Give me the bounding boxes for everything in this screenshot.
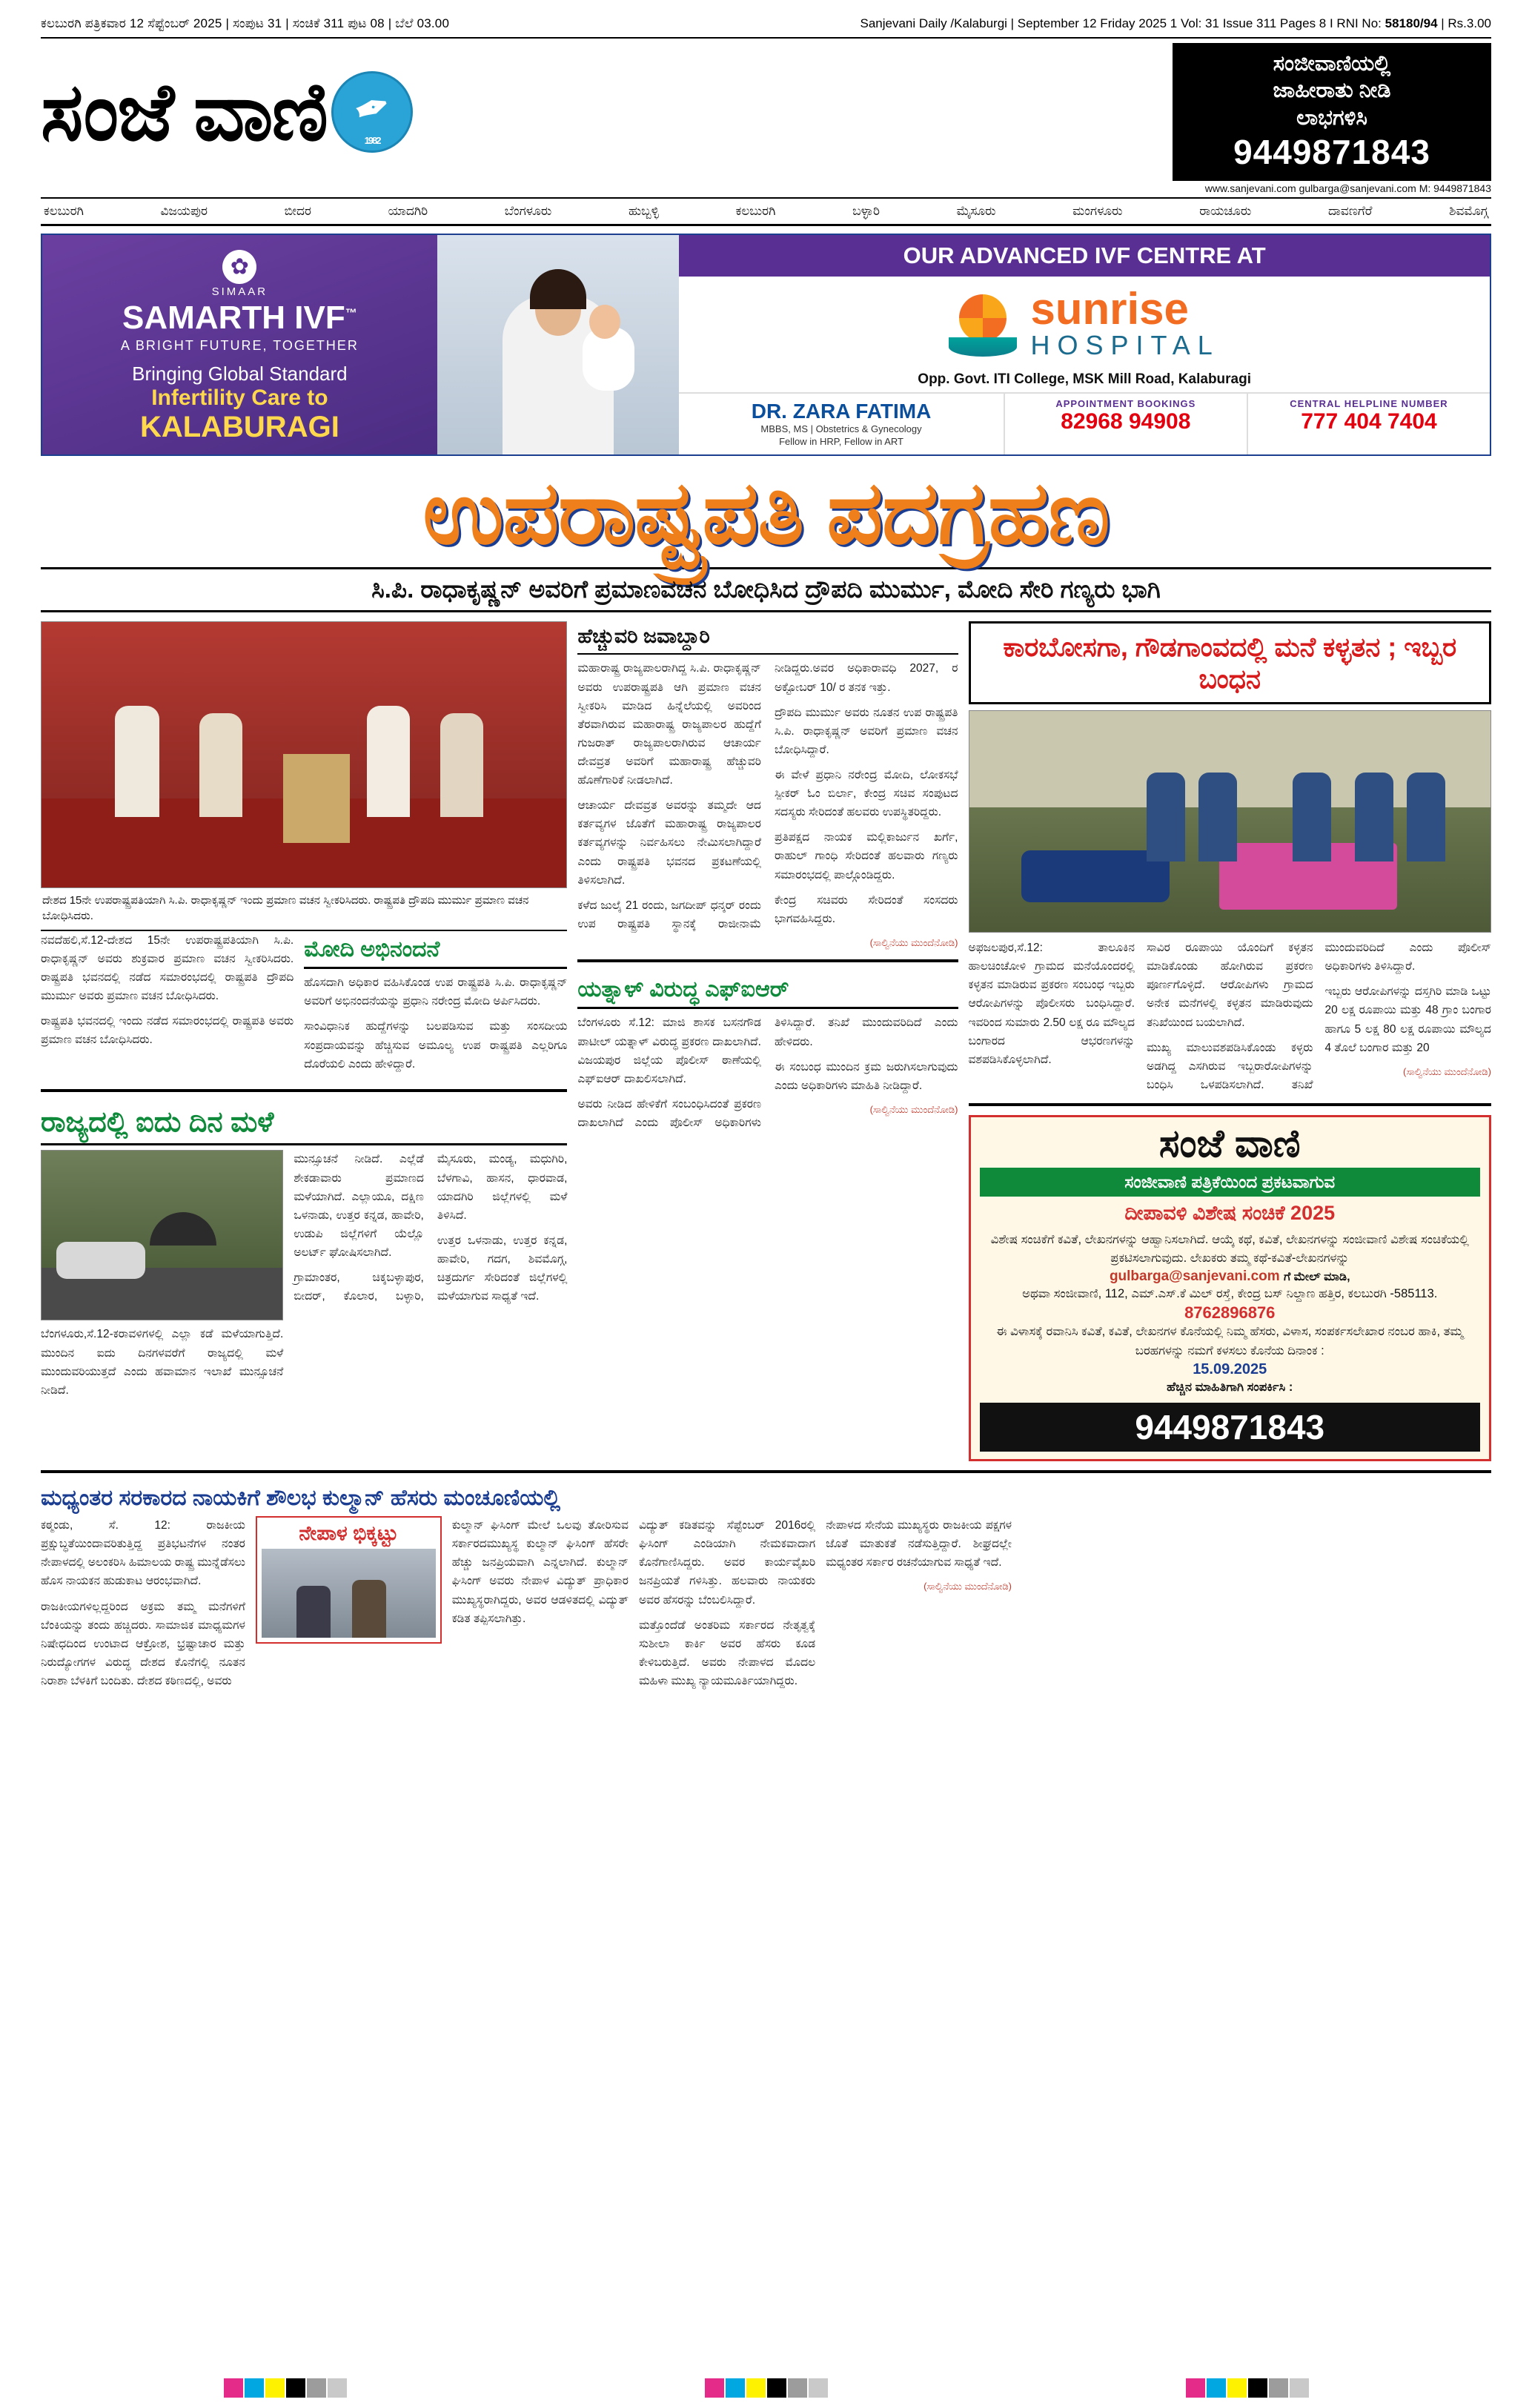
nepal-col-2 — [452, 1516, 629, 1697]
column-middle — [577, 621, 958, 1461]
responsibility-body — [577, 659, 958, 950]
masthead-advert-line2: ಜಾಹೀರಾತು ನೀಡಿ — [1273, 79, 1391, 103]
sanjevani-ad-email-address[interactable]: gulbarga@sanjevani.com — [1109, 1268, 1280, 1284]
modi-paragraph: ಹೊಸದಾಗಿ ಅಧಿಕಾರ ವಹಿಸಿಕೊಂಡ ಉಪ ರಾಷ್ಟ್ರಪತಿ ಸಿ.ಪಿ. ರಾಧಾಕೃಷ್ಣನ್ ಅವರಿಗೆ ಅಭಿನಂದನೆಯನ್ನು ಪ್ರಧಾನಿ ನರೇಂದ್ರ ಮೋದಿ ಅರ್ಪಿಸಿದರು. — [304, 976, 568, 1008]
appointment-box[interactable] — [1004, 394, 1247, 454]
sunrise-hospital-ad[interactable] — [679, 235, 1490, 454]
nepal-story — [41, 1482, 1012, 1697]
fir-body — [577, 1013, 958, 1132]
nepal-col-1 — [41, 1516, 245, 1697]
nepal-paragraph: ಕಠ್ಮಂಡು, ಸೆ. 12: ರಾಜಕೀಯ ಪ್ರಕ್ಷುಬ್ಧತೆಯಿಂದಾವರಿತುತ್ತಿದ್ದ ಪ್ರತಿಭಟನೆಗಳ ನಂತರ ನೇಪಾಳದಲ್ಲಿ ಅಲಂಕರಿಸಿ ಹಿಮಾಲಯ ರಾಷ್ಟ್ರ ಮುನ್ನೆಡೆಸಲು ಹೊಸ ನಾಯಕನ ಹುಡುಕಾಟ ಆರಂಭವಾಗಿದೆ. — [41, 1519, 245, 1588]
appointment-phone[interactable]: 82968 94908 — [1061, 409, 1191, 434]
rain-paragraph: ಉತ್ತರ ಒಳನಾಡು, ಉತ್ತರ ಕನ್ನಡ, ಹಾವೇರಿ, ಗದಗ, ಶಿವಮೊಗ್ಗ, ಚಿತ್ರದುರ್ಗ ಸೇರಿದಂತೆ ಜಿಲ್ಲೆಗಳಲ್ಲಿ ಮಳೆಯಾಗುವ ಸಾಧ್ಯತೆ ಇದೆ. — [437, 1234, 568, 1303]
nepal-paragraph: ರಾಜಕೀಯಗಳಿಲ್ಲದ್ದರಿಂದ ಅಕ್ರಮ ತಮ್ಮ ಮನೆಗಳಿಗೆ ಬೆಂಕಿಯನ್ನು ತಂದು ಹಚ್ಚಿದರು. ಸಾಮಾಜಿಕ ಮಾಧ್ಯಮಗಳ ನಿಷೇಧದಿಂದ ಉಂಟಾದ ಆಕ್ರೋಶ, ಭ್ರಷ್ಟಾಚಾರ ಮತ್ತು ನಿರುದ್ಯೋಗಗಳ ವಿರುದ್ಧ ದೇಶದ ಕೊನೆಗಲ್ಲಿ ನೂತನ ನಿರಾಶಾ ಬೆಳಕಿಗೆ ಬಂದಿತು. ದೇಶದ ಕಠಿಣದಲ್ಲಿ, ಅವರು — [41, 1600, 245, 1687]
lead-paragraph: ರಾಷ್ಟ್ರಪತಿ ಭವನದಲ್ಲಿ ಇಂದು ನಡೆದ ಸಮಾರಂಭದಲ್ಲಿ ರಾಷ್ಟ್ರಪತಿ ಅವರು ಪ್ರಮಾಣ ವಚನ ಬೋಧಿಸಿದರು. — [41, 1015, 294, 1047]
rain-photo-block — [41, 1150, 283, 1406]
responsibility-source: (ಸಾಲ್ವಿನೆಯು ಮುಂದೆನೋಡಿ) — [869, 936, 958, 948]
sanjevani-ad-text: ವಿಶೇಷ ಸಂಚಿಕೆಗೆ ಕವಿತೆ, ಲೇಖನಗಳನ್ನು ಆಹ್ವಾನಿಸಲಾಗಿದೆ. ಆಯ್ಕೆ ಕಥೆ, ಕವಿತೆ, ಲೇಖನಗಳನ್ನು ಸಂಜೀವಾಣಿ ವಿಶೇಷ ಸಂಚಿಕೆಯಲ್ಲಿ ಪ್ರಕಟಿಸಲಾಗುವುದು. ಲೇಖಕರು ತಮ್ಮ ಕಥೆ-ಕವಿತೆ-ಲೇಖನಗಳನ್ನು — [990, 1232, 1469, 1266]
edition-list — [41, 197, 1491, 226]
lotus-icon — [222, 250, 256, 284]
color-bar-group — [224, 2378, 347, 2398]
section-divider — [41, 1089, 567, 1092]
masthead-website[interactable]: www.sanjevani.com gulbarga@sanjevani.com M: 9449871843 — [1204, 182, 1491, 195]
helpline-box[interactable] — [1247, 394, 1490, 454]
sanjevani-ad-last-date: 15.09.2025 — [1193, 1360, 1267, 1377]
edition-item[interactable]: ವಿಜಯಪುರ — [160, 204, 208, 219]
fir-heading: ಯತ್ನಾಳ್ ವಿರುದ್ಧ ಎಫ್‌ಐಆರ್ — [577, 971, 958, 1010]
dove-logo-icon — [331, 71, 413, 153]
helpline-label: CENTRAL HELPLINE NUMBER — [1290, 398, 1448, 410]
bottom-section-divider — [41, 1470, 1491, 1473]
doctor-fellowship: Fellow in HRP, Fellow in ART — [779, 436, 903, 448]
nepal-crisis-box-wrap — [256, 1516, 442, 1697]
lead-headline: ಉಪರಾಷ್ಟ್ರಪತಿ ಪದಗ್ರಹಣ — [422, 464, 1110, 563]
responsibility-paragraph: ಪ್ರತಿಪಕ್ಷದ ನಾಯಕ ಮಲ್ಲಿಕಾರ್ಜುನ ಖರ್ಗೆ, ರಾಹುಲ್ ಗಾಂಧಿ ಸೇರಿದಂತೆ ಹಲವಾರು ಗಣ್ಯರು ಸಮಾರಂಭದಲ್ಲಿ ಪಾಲ್ಗೊಂಡಿದ್ದರು. — [774, 831, 958, 882]
sanjevani-ad-email[interactable] — [980, 1268, 1480, 1285]
edition-item[interactable]: ಮಂಗಳೂರು — [1072, 204, 1123, 219]
edition-item[interactable]: ಹುಬ್ಬಳ್ಳಿ — [628, 204, 659, 219]
column-right — [969, 621, 1491, 1461]
hospital-name: sunrise — [1030, 283, 1189, 334]
responsibility-paragraph: ಮಹಾರಾಷ್ಟ್ರ ರಾಜ್ಯಪಾಲರಾಗಿದ್ದ ಸಿ.ಪಿ. ರಾಧಾಕೃಷ್ಣನ್ ಅವರು ಉಪರಾಷ್ಟ್ರಪತಿ ಆಗಿ ಪ್ರಮಾಣ ವಚನ ಸ್ವೀಕರಿಸಿ ಮಾಡಿದ ಹಿನ್ನೆಲೆಯಲ್ಲಿ ಅವರಿಂದ ತೆರವಾಗಿರುವ ಮಹಾರಾಷ್ಟ್ರ ರಾಜ್ಯಪಾಲರ ಹುದ್ದೆಗೆ ಗುಜರಾತ್ ರಾಜ್ಯಪಾಲರಾಗಿರುವ ಆಚಾರ್ಯ ದೇವವ್ರತ ಅವರಿಗೆ ಮಹಾರಾಷ್ಟ್ರ ಹೆಚ್ಚುವರಿ ಹೊಣೆಗಾರಿಕೆ ನೀಡಲಾಗಿದೆ. — [577, 662, 761, 787]
edition-item[interactable]: ಕಲಬುರಗಿ — [735, 204, 776, 219]
masthead-meta-kannada: ಕಲಬುರಗಿ ಪತ್ರಿಕವಾರ 12 ಸೆಪ್ಟೆಂಬರ್ 2025 | ಸಂಪುಟ 31 | ಸಂಚಿಕೆ 311 ಪುಟ 08 | ಬೆಲೆ 03.00 — [41, 16, 450, 30]
fir-paragraph: ಅವರು ನೀಡಿದ ಹೇಳಿಕೆಗೆ ಸಂಬಂಧಿಸಿದಂತೆ ಪ್ರಕರಣ ದಾಖಲಾಗಿದೆ ಎಂದು ಪೊಲೀಸ್ ಅಧಿಕಾರಿಗಳು ತಿಳಿಸಿದ್ದಾರೆ. ತನಿಖೆ ಮುಂದುವರಿದಿದೆ ಎಂದು ಹೇಳಿದರು. — [577, 1016, 958, 1129]
top-advertisement[interactable] — [41, 234, 1491, 456]
masthead — [41, 39, 1491, 181]
theft-body — [969, 933, 1491, 1094]
samarth-ivf-ad[interactable] — [42, 235, 679, 454]
sanjevani-ad-logo: ಸಂಜೆ ವಾಣಿ — [1158, 1122, 1301, 1165]
rni-number: 58180/94 — [1385, 16, 1438, 30]
theft-source: (ಸಾಲ್ವಿನೆಯು ಮುಂದೆನೋಡಿ) — [1403, 1065, 1491, 1077]
edition-item[interactable]: ಕಲಬುರಗಿ — [44, 204, 84, 219]
edition-item[interactable]: ಯಾದಗಿರಿ — [388, 204, 428, 219]
samarth-ivf-panel — [42, 235, 437, 454]
trademark-icon: ™ — [345, 307, 357, 320]
masthead-title-block — [41, 67, 413, 157]
rain-paragraph: ಗ್ರಾಮಾಂತರ, ಚಿಕ್ಕಬಳ್ಳಾಪುರ, ಬೀದರ್, ಕೊಲಾರ, ಬಳ್ಳಾರಿ, ಮೈಸೂರು, ಮಂಡ್ಯ, ಮಧುಗಿರಿ, ಬೆಳಗಾವಿ, ಹಾಸನ, ಧಾರವಾಡ, ಯಾದಗಿರಿ ಜಿಲ್ಲೆಗಳಲ್ಲಿ ಮಳೆ ತಿಳಿಸಿದೆ. — [294, 1153, 568, 1303]
nepal-heading: ಮಧ್ಯಂತರ ಸರಕಾರದ ನಾಯಕಿಗೆ ಶೌಲಭ ಕುಲ್ಮಾನ್ ಹೆಸರು ಮಂಚೂಣಿಯಲ್ಲಿ — [41, 1486, 561, 1511]
doctor-block — [679, 394, 1003, 454]
theft-stats: ಇಬ್ಬರು ಆರೋಪಿಗಳನ್ನು ದಸ್ತಗಿರಿ ಮಾಡಿ ಒಟ್ಟು 20 ಲಕ್ಷ ರೂಪಾಯಿ ಮತ್ತು 48 ಗ್ರಾಂ ಬಂಗಾರ ಹಾಗೂ 5 ಲಕ್ಷ 80 ಲಕ್ಷ ರೂಪಾಯಿ ಮೌಲ್ಯದ 4 ತೊಲೆ ಬಂಗಾರ ಮತ್ತು 20 — [1324, 985, 1491, 1054]
sanjevani-ad-contact-label: ಹೆಚ್ಚಿನ ಮಾಹಿತಿಗಾಗಿ ಸಂಪರ್ಕಿಸಿ : — [1167, 1380, 1293, 1394]
sanjevani-ad-submission-text: ಈ ವಿಳಾಸಕ್ಕೆ ರವಾನಿಸಿ ಕವಿತೆ, ಕವಿತೆ, ಲೇಖನಗಳ ಕೊನೆಯಲ್ಲಿ ನಿಮ್ಮ ಹೆಸರು, ವಿಳಾಸ, ಸಂಪರ್ಕಸಲೇಖಾರ ನಂಬರ ಹಾಕಿ, ತಮ್ಮ ಬರಹಗಳನ್ನು ನಮಗೆ ಕಳಸಲು ಕೊನೆಯ ದಿನಾಂಕ : — [996, 1325, 1464, 1357]
sanjevani-ad-phone[interactable]: 9449871843 — [980, 1403, 1480, 1452]
samarth-brand-text: SAMARTH IVF — [122, 300, 345, 337]
sanjevani-ad-inline-phone[interactable]: 8762896876 — [1184, 1303, 1276, 1323]
samarth-brand — [50, 301, 430, 335]
lead-subheadline: ಸಿ.ಪಿ. ರಾಧಾಕೃಷ್ಣನ್ ಅವರಿಗೆ ಪ್ರಮಾಣವಚನ ಬೋಧಿಸಿದ ದ್ರೌಪದಿ ಮುರ್ಮು, ಮೋದಿ ಸೇರಿ ಗಣ್ಯರು ಭಾಗಿ — [41, 567, 1491, 612]
samarth-line3: KALABURAGI — [139, 411, 339, 444]
logo-year: 1982 — [364, 135, 380, 147]
nepal-box-photo — [262, 1549, 436, 1638]
hospital-address: Opp. Govt. ITI College, MSK Mill Road, Kalaburagi — [918, 371, 1251, 388]
mother-and-baby-photo — [437, 235, 680, 454]
lead-body-col2 — [304, 931, 567, 1080]
swearing-in-photo — [41, 621, 567, 888]
nepal-paragraph: ಮತ್ತೊಂದೆಡೆ ಅಂತರಿಮ ಸರ್ಕಾರದ ನೇತೃತ್ವಕ್ಕೆ ಸುಶೀಲಾ ಕಾರ್ಕಿ ಅವರ ಹೆಸರು ಕೂಡ ಕೇಳಿಬರುತ್ತಿದೆ. ಅವರು ನೇಪಾಳದ ಮೊದಲ ಮಹಿಳಾ ಮುಖ್ಯ ನ್ಯಾಯಮೂರ್ತಿಯಾಗಿದ್ದರು. — [638, 1618, 816, 1687]
doctor-qualification: MBBS, MS | Obstetrics & Gynecology — [760, 423, 922, 435]
nepal-box-title: ನೇಪಾಳ ಭಿಕ್ಕಟ್ಟು — [299, 1522, 399, 1545]
masthead-meta-english-text: Sanjevani Daily /Kalaburgi | September 12 Friday 2025 1 Vol: 31 Issue 311 Pages 8 I RNI No: — [860, 16, 1382, 30]
edition-item[interactable]: ರಾಯಚೂರು — [1199, 204, 1252, 219]
modi-paragraph: ಸಾಂವಿಧಾನಿಕ ಹುದ್ದೆಗಳನ್ನು ಬಲಪಡಿಸುವ ಮತ್ತು ಸಂಸದೀಯ ಸಂಪ್ರದಾಯವನ್ನು ಹೆಚ್ಚಿಸುವ ಅಮೂಲ್ಯ ಉಪ ರಾಷ್ಟ್ರಪತಿ ಎಲ್ಲರಿಗೂ ದೊರೆಯಲಿ ಎಂದು ಹೇಳಿದ್ದಾರೆ. — [304, 1020, 568, 1071]
ivf-centre-banner: OUR ADVANCED IVF CENTRE AT — [679, 235, 1490, 277]
hospital-subtitle: HOSPITAL — [1030, 329, 1220, 360]
nepal-col-3 — [639, 1516, 815, 1697]
rain-photo — [41, 1150, 283, 1320]
masthead-advert-line1: ಸಂಜೀವಾಣಿಯಲ್ಲಿ — [1273, 52, 1391, 76]
sanjevani-diwali-ad[interactable] — [969, 1115, 1491, 1461]
section-divider — [969, 1103, 1491, 1106]
sanjevani-ad-email-suffix: ಗೆ ಮೇಲ್ ಮಾಡಿ, — [1283, 1270, 1350, 1283]
helpline-phone[interactable]: 777 404 7404 — [1301, 409, 1437, 434]
masthead-meta-english — [860, 16, 1491, 31]
masthead-advert[interactable] — [1173, 43, 1491, 181]
main-content-grid — [41, 612, 1491, 1461]
simaar-label: SIMAAR — [211, 285, 268, 299]
edition-item[interactable]: ಬೆಂಗಳೂರು — [504, 204, 552, 219]
responsibility-paragraph: ಕೇಂದ್ರ ಸಚಿವರು ಸೇರಿದಂತೆ ಸಂಸದರು ಭಾಗವಹಿಸಿದ್ದರು. — [774, 893, 958, 925]
nepal-paragraph: ನೇಪಾಳದ ಸೇನೆಯ ಮುಖ್ಯಸ್ಥರು ರಾಜಕೀಯ ಪಕ್ಷಗಳ ಜೊತೆ ಮಾತುಕತೆ ನಡೆಸುತ್ತಿದ್ದಾರೆ. ಶೀಘ್ರದಲ್ಲೇ ಮಧ್ಯಂತರ ಸರ್ಕಾರ ರಚನೆಯಾಗುವ ಸಾಧ್ಯತೆ ಇದೆ. — [826, 1519, 1012, 1570]
sunrise-logo-block — [679, 277, 1490, 371]
rain-paragraph: ಬೆಂಗಳೂರು,ಸೆ.12-ಕರಾವಳಿಗಳಲ್ಲಿ ಎಲ್ಲಾ ಕಡೆ ಮಳೆಯಾಗುತ್ತಿದೆ. ಮುಂದಿನ ಐದು ದಿನಗಳವರೆಗೆ ರಾಜ್ಯದಲ್ಲಿ ಮಳೆ ಮುಂದುವರಿಯುತ್ತದೆ ಎಂದು ಹವಾಮಾನ ಇಲಾಖೆ ಮುನ್ಸೂಚನೆ ನೀಡಿದೆ. — [41, 1328, 284, 1397]
appointment-label: APPOINTMENT BOOKINGS — [1055, 398, 1196, 410]
nepal-story-row — [41, 1516, 1012, 1697]
theft-paragraph: ಮುಖ್ಯ ಮಾಲುವಶಪಡಿಸಿಕೊಂಡು ಕಳ್ಳರು ಅಡಗಿದ್ದ ಎಸಗಿರುವ ಇಬ್ಬರಾರೋಪಿಗಳನ್ನು ಬಂಧಿಸಿ ಒಳಪಡಿಸಲಾಗಿದೆ. ತನಿಖೆ ಮುಂದುವರಿದಿದೆ ಎಂದು ಪೊಲೀಸ್ ಅಧಿಕಾರಿಗಳು ತಿಳಿಸಿದ್ದಾರೆ. — [1146, 942, 1491, 1091]
masthead-title: ಸಂಜೆ ವಾಣಿ — [41, 67, 328, 157]
theft-paragraph: ಸಾವಿರ ರೂಪಾಯಿ ಯೊಂದಿಗೆ ಕಳ್ಳತನ ಮಾಡಿಕೊಂಡು ಹೋಗಿರುವ ಪ್ರಕರಣ ಪೂರ್ಣಗೊಳ್ಳಿದೆ. ಆರೋಪಿಗಳು ಗ್ರಾಮದ ಅನೇಕ ಮನೆಗಳಲ್ಲಿ ಕಳ್ಳತನ ಮಾಡಿರುವುದು ತನಿಖೆಯಿಂದ ಬಯಲಾಗಿದೆ. — [1146, 942, 1313, 1029]
nepal-source: (ಸಾಲ್ವಿನೆಯು ಮುಂದೆನೋಡಿ) — [923, 1581, 1012, 1592]
lead-body-col1 — [41, 931, 294, 1080]
edition-item[interactable]: ಮೈಸೂರು — [956, 204, 996, 219]
rain-story-body — [294, 1150, 567, 1406]
responsibility-paragraph: ಆಚಾರ್ಯ ದೇವವ್ರತ ಅವರನ್ನು ತಮ್ಮದೇ ಆದ ಕರ್ತವ್ಯಗಳ ಜೊತೆಗೆ ಮಹಾರಾಷ್ಟ್ರ ರಾಜ್ಯಪಾಲರ ಕರ್ತವ್ಯಗಳನ್ನು ನಿರ್ವಹಿಸಲು ನೇಮಿಸಲಾಗಿದ್ದಾರೆ ಎಂದು ರಾಷ್ಟ್ರಪತಿ ಭವನದ ಪ್ರಕಟಣೆಯಲ್ಲಿ ತಿಳಿಸಲಾಗಿದೆ. — [577, 799, 761, 887]
color-bar-group — [705, 2378, 828, 2398]
lead-paragraph: ನವದೆಹಲಿ,ಸೆ.12-ದೇಶದ 15ನೇ ಉಪರಾಷ್ಟ್ರಪತಿಯಾಗಿ ಸಿ.ಪಿ. ರಾಧಾಕೃಷ್ಣನ್ ಅವರು ಶುಕ್ರವಾರ ಪ್ರಮಾಣ ವಚನ ಸ್ವೀಕರಿಸಿದರು. ರಾಷ್ಟ್ರಪತಿ ಭವನದಲ್ಲಿ ನಡೆದ ಸಮಾರಂಭದಲ್ಲಿ ರಾಷ್ಟ್ರಪತಿ ದ್ರೌಪದಿ ಮುರ್ಮು ಅವರು ಪ್ರಮಾಣ ವಚನ ಬೋಧಿಸಿದರು. — [41, 933, 294, 1003]
fir-paragraph: ಈ ಸಂಬಂಧ ಮುಂದಿನ ಕ್ರಮ ಜರುಗಿಸಲಾಗುವುದು ಎಂದು ಅಧಿಕಾರಿಗಳು ಮಾಹಿತಿ ನೀಡಿದ್ದಾರೆ. — [774, 1060, 958, 1092]
color-bar-group — [1186, 2378, 1309, 2398]
responsibility-paragraph: ದ್ರೌಪದಿ ಮುರ್ಮು ಅವರು ನೂತನ ಉಪ ರಾಷ್ಟ್ರಪತಿ ಸಿ.ಪಿ. ರಾಧಾಕೃಷ್ಣನ್ ಅವರಿಗೆ ಪ್ರಮಾಣ ವಚನ ಬೋಧಿಸಿದ್ದಾರೆ. — [774, 706, 958, 756]
sanjevani-ad-address: ಅಥವಾ ಸಂಜೀವಾಣಿ, 112, ಎಮ್.ಎಸ್.ಕೆ ಮಿಲ್ ರಸ್ತೆ, ಕೇಂದ್ರ ಬಸ್ ನಿಲ್ದಾಣ ಹತ್ತಿರ, ಕಲಬುರಗಿ -585113. — [1022, 1286, 1438, 1300]
modi-congrats-heading: ಮೋದಿ ಅಭಿನಂದನೆ — [304, 931, 567, 970]
samarth-tagline: A BRIGHT FUTURE, TOGETHER — [120, 338, 359, 354]
section-divider — [577, 959, 958, 962]
edition-item[interactable]: ಬೀದರ — [284, 204, 311, 219]
edition-item[interactable]: ಶಿವಮೊಗ್ಗ — [1449, 204, 1488, 219]
sanjevani-ad-title: ದೀಪಾವಳಿ ವಿಶೇಷ ಸಂಚಿಕೆ 2025 — [1124, 1201, 1336, 1224]
sunrise-sun-icon — [949, 290, 1017, 358]
responsibility-paragraph: ಕಳೆದ ಜುಲೈ 21 ರಂದು, ಜಗದೀಪ್ ಧನ್ಕರ್ ರಂದು ಉಪ ರಾಷ್ಟ್ರಪತಿ ಸ್ಥಾನಕ್ಕೆ ರಾಜೀನಾಮೆ ನೀಡಿದ್ದರು.ಅವರ ಅಧಿಕಾರಾವಧಿ 2027, ರ ಅಕ್ಟೋಬರ್ 10/ ರ ತನಕ ಇತ್ತು. — [577, 662, 958, 930]
samarth-line1: Bringing Global Standard — [132, 363, 348, 386]
masthead-advert-line3: ಲಾಭಗಳಿಸಿ — [1296, 105, 1367, 130]
contact-boxes — [1004, 394, 1490, 454]
samarth-line2: Infertility Care to — [151, 386, 328, 411]
theft-heading: ಕಾರಬೋಸಗಾ, ಗೌಡಗಾಂವದಲ್ಲಿ ಮನೆ ಕಳ್ಳತನ ; ಇಬ್ಬರ ಬಂಧನ — [969, 621, 1491, 704]
top-meta-strip — [41, 0, 1491, 37]
rain-story-heading: ರಾಜ್ಯದಲ್ಲಿ ಐದು ದಿನ ಮಳೆ — [41, 1101, 567, 1146]
nepal-col-4 — [826, 1516, 1012, 1697]
sanjevani-ad-band: ಸಂಜೀವಾಣಿ ಪತ್ರಿಕೆಯಿಂದ ಪ್ರಕಟವಾಗುವ — [980, 1168, 1480, 1197]
hospital-contact-row — [679, 392, 1490, 454]
responsibility-paragraph: ಈ ವೇಳೆ ಪ್ರಧಾನಿ ನರೇಂದ್ರ ಮೋದಿ, ಲೋಕಸಭೆ ಸ್ಪೀಕರ್ ಓಂ ಬಿರ್ಲಾ, ಕೇಂದ್ರ ಸಚಿವ ಸಂಪುಟದ ಸದಸ್ಯರು ಸೇರಿದಂತೆ ಹಲವರು ಉಪಸ್ಥಿತರಿದ್ದರು. — [774, 768, 958, 819]
nepal-paragraph: ವಿದ್ಯುತ್ ಕಡಿತವನ್ನು ಸೆಪ್ಟೆಂಬರ್ 2016ರಲ್ಲಿ ಘಿಸಿಂಗ್ ಎಂಡಿಯಾಗಿ ನೇಮಕವಾದಾಗ ಕೊನೆಗಾಣಿಸಿದ್ದರು. ಅವರ ಕಾರ್ಯವೈಖರಿ ಜನಪ್ರಿಯತೆ ಗಳಿಸಿತ್ತು. ಹಲವಾರು ನಾಯಕರು ಅವರ ಹೆಸರನ್ನು ಬೆಂಬಲಿಸಿದ್ದಾರೆ. — [638, 1519, 816, 1607]
masthead-advert-phone[interactable]: 9449871843 — [1233, 132, 1430, 171]
rain-story-row — [41, 1150, 567, 1406]
theft-paragraph: ಅಫಜಲಪುರ,ಸೆ.12: ತಾಲೂಕಿನ ಹಾಲಚಿಂಚೋಳಿ ಗ್ರಾಮದ ಮನೆಯೊಂದರಲ್ಲಿ ಕಳ್ಳತನ ಮಾಡಿರುವ ಪ್ರಕರಣ ಸಂಬಂಧ ಇಬ್ಬರು ಆರೋಪಿಗಳನ್ನು ಪೊಲೀಸರು ಬಂಧಿಸಿದ್ದಾರೆ. ಇವರಿಂದ ಸುಮಾರು 2.50 ಲಕ್ಷ ರೂ ಮೌಲ್ಯದ ಬಂಗಾರದ ಆಭರಣಗಳನ್ನು ವಶಪಡಿಸಿಕೊಳ್ಳಲಾಗಿದೆ. — [968, 942, 1135, 1066]
lead-photo-caption: ದೇಶದ 15ನೇ ಉಪರಾಷ್ಟ್ರಪತಿಯಾಗಿ ಸಿ.ಪಿ. ರಾಧಾಕೃಷ್ಣನ್ ಇಂದು ಪ್ರಮಾಣ ವಚನ ಸ್ವೀಕರಿಸಿದರು. ರಾಷ್ಟ್ರಪತಿ ದ್ರೌಪದಿ ಮುರ್ಮು ಪ್ರಮಾಣ ವಚನ ಬೋಧಿಸಿದರು. — [41, 888, 567, 931]
doctor-name: DR. ZARA FATIMA — [751, 400, 932, 423]
color-registration-bars — [0, 2378, 1532, 2398]
fir-source: (ಸಾಲ್ವಿನೆಯು ಮುಂದೆನೋಡಿ) — [869, 1103, 958, 1115]
cover-price: | Rs.3.00 — [1441, 16, 1491, 30]
nepal-crisis-box — [256, 1516, 442, 1644]
theft-photo — [969, 710, 1491, 933]
rain-intro-text — [41, 1320, 283, 1399]
edition-item[interactable]: ದಾವಣಗೆರೆ — [1327, 204, 1373, 219]
column-left — [41, 621, 567, 1461]
modi-congrats-body — [304, 973, 567, 1074]
responsibility-heading: ಹೆಚ್ಚುವರಿ ಜವಾಬ್ದಾರಿ — [577, 621, 958, 655]
rain-paragraph: ಮುನ್ಸೂಚನೆ ನೀಡಿದೆ. ಎಲ್ಲೆಡೆ ಶೇಕಡಾವಾರು ಪ್ರಮಾಣದ ಮಳೆಯಾಗಿದೆ. ಎಲ್ಲಾಯೂ, ದಕ್ಷಿಣ ಒಳನಾಡು, ಉತ್ತರ ಕನ್ನಡ, ಹಾವೇರಿ, ಉಡುಪಿ ಜಿಲ್ಲೆಗಳಿಗೆ ಯೆಲ್ಲೊ ಅಲರ್ಟ್ ಘೋಷಿಸಲಾಗಿದೆ. — [294, 1153, 424, 1259]
nepal-paragraph: ಕುಲ್ಮಾನ್ ಘಿಸಿಂಗ್ ಮೇಲೆ ಒಲವು ತೋರಿಸುವ ಸರ್ಕಾರದಮುಖ್ಯಸ್ಥ ಕುಲ್ಮಾನ್ ಘಿಸಿಂಗ್ ಹೆಸರೇ ಹೆಚ್ಚು ಜನಪ್ರಿಯವಾಗಿ ಎನ್ನಲಾಗಿದೆ. ಕುಲ್ಮಾನ್ ಘಿಸಿಂಗ್ ಅವರು ನೇಪಾಳ ವಿದ್ಯುತ್ ಪ್ರಾಧಿಕಾರ ಮುಖ್ಯಸ್ಥರಾಗಿದ್ದರು, ಅವರ ಆಡಳಿತದಲ್ಲಿ ವಿದ್ಯುತ್ ಕಡಿತ ತಪ್ಪಿಸಲಾಗಿತ್ತು. — [451, 1519, 629, 1625]
edition-item[interactable]: ಬಳ್ಳಾರಿ — [852, 204, 880, 219]
lead-body-row — [41, 931, 567, 1080]
fir-paragraph: ಬೆಂಗಳೂರು ಸೆ.12: ಮಾಜಿ ಶಾಸಕ ಬಸನಗೌಡ ಪಾಟೀಲ್ ಯತ್ನಾಳ್ ವಿರುದ್ಧ ಪ್ರಕರಣ ದಾಖಲಾಗಿದೆ. ವಿಜಯಪುರ ಜಿಲ್ಲೆಯ ಪೊಲೀಸ್ ಠಾಣೆಯಲ್ಲಿ ಎಫ್‌ಐಆರ್ ದಾಖಲಿಸಲಾಗಿದೆ. — [577, 1016, 761, 1085]
